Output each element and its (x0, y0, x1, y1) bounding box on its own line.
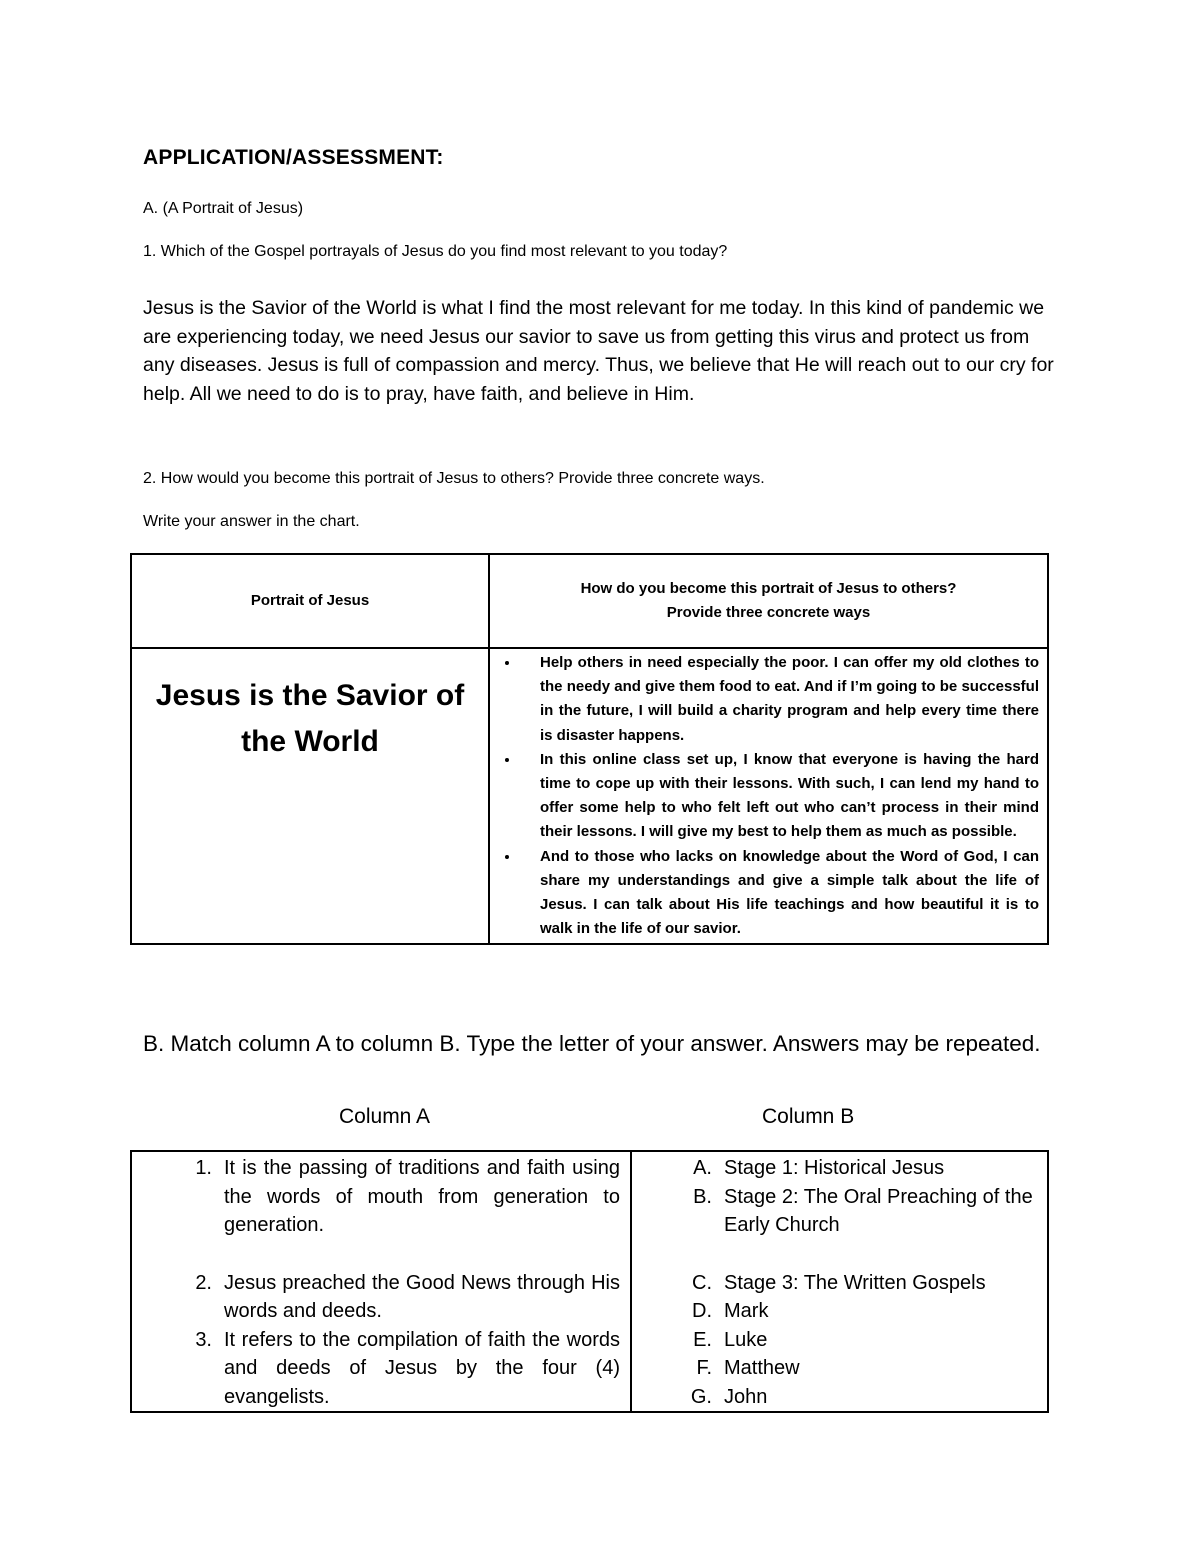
column-b-label: Column B (762, 1105, 855, 1128)
column-a-label: Column A (339, 1105, 431, 1128)
column-b-list (632, 1154, 1037, 1411)
item-text: Stage 1: Historical Jesus (724, 1157, 945, 1179)
item-letter: G. (690, 1385, 712, 1408)
item-text: Mark (724, 1300, 769, 1322)
header-portrait (131, 554, 489, 648)
item-letter: F. (696, 1357, 712, 1379)
item-letter: D. (692, 1300, 712, 1322)
way-item: • Help others in need especially the poor. I can offer my old clothes to the needy and give them food to eat. And if I’m going to be successful in the future, I will build a charity program and help every time there is disaster happens. (520, 651, 1039, 748)
item-letter: E. (693, 1328, 712, 1351)
column-b-item (632, 1183, 1037, 1240)
column-b-item (632, 1297, 1037, 1326)
column-a-cell (131, 1151, 631, 1412)
header-ways (489, 554, 1048, 648)
item-text: Matthew (724, 1357, 800, 1379)
item-letter: C. (692, 1271, 712, 1294)
section-b-instructions: B. Match column A to column B. Type the letter of your answer. Answers may be repeated. (143, 1031, 1041, 1056)
item-number: 3. (195, 1328, 212, 1351)
ways-cell (489, 648, 1048, 944)
item-text: It refers to the compilation of faith the words and deeds of Jesus by the four (4) evangelists. (224, 1328, 620, 1408)
item-text: It is the passing of traditions and faith using the words of mouth from generation to generation. (224, 1157, 620, 1236)
item-number: 1. (195, 1157, 212, 1179)
column-b-item (632, 1354, 1037, 1383)
column-b-item (632, 1326, 1037, 1355)
portrait-title: Jesus is the Savior of the World (155, 679, 465, 758)
matching-table (130, 1150, 1049, 1413)
item-text: Luke (724, 1328, 768, 1351)
item-text: John (724, 1385, 768, 1408)
column-a-list (132, 1154, 620, 1411)
column-a-item (132, 1269, 620, 1326)
column-b-item (632, 1269, 1037, 1298)
way-item: • In this online class set up, I know that everyone is having the hard time to cope up with their lessons. With such, I can lend my hand to offer some help to who felt left out who can’t process in their mind their lessons. I will give my best to help them as much as possible. (520, 748, 1039, 845)
item-text: Stage 2: The Oral Preaching of the Early Church (724, 1185, 1033, 1236)
matching-row (131, 1151, 1048, 1412)
portrait-table (130, 553, 1049, 945)
way-item: • And to those who lacks on knowledge about the Word of God, I can share my understandings and give a simple talk about the life of Jesus. I can talk about His life teachings and how beautiful it is to walk in the life of our savior. (520, 845, 1039, 942)
item-letter: B. (693, 1185, 712, 1208)
column-b-item (632, 1383, 1037, 1412)
header-portrait-label: Portrait of Jesus (250, 592, 370, 609)
question-1: 1. Which of the Gospel portrayals of Jesus do you find most relevant to you today? (143, 243, 728, 260)
ways-list (496, 651, 1039, 941)
page-heading: APPLICATION/ASSESSMENT: (143, 146, 444, 169)
portrait-cell (131, 648, 489, 944)
answer-1: Jesus is the Savior of the World is what I find the most relevant for me today. In this kind of pandemic we are experiencing today, we need Jesus our savior to save us from getting this virus and protect us from any diseases. Jesus is full of compassion and mercy. Thus, we believe that He will reach out to our cry for help. All we need to do is to pray, have faith, and believe in Him. (143, 297, 1054, 405)
header-ways-line2: Provide three concrete ways (666, 604, 871, 621)
portrait-table-body-row (131, 648, 1048, 944)
portrait-table-header-row (131, 554, 1048, 648)
header-ways-line1: How do you become this portrait of Jesus to others? (580, 580, 957, 597)
section-a-title: A. (A Portrait of Jesus) (143, 200, 304, 217)
item-letter: A. (693, 1157, 712, 1179)
column-b-item (632, 1154, 1037, 1183)
question-2: 2. How would you become this portrait of Jesus to others? Provide three concrete ways. (143, 470, 765, 487)
item-number: 2. (195, 1271, 212, 1294)
column-a-item (132, 1154, 620, 1240)
column-a-item (132, 1326, 620, 1412)
item-text: Jesus preached the Good News through His words and deeds. (224, 1271, 620, 1322)
item-text: Stage 3: The Written Gospels (724, 1271, 986, 1294)
chart-instruction: Write your answer in the chart. (143, 513, 360, 530)
column-b-cell (631, 1151, 1048, 1412)
